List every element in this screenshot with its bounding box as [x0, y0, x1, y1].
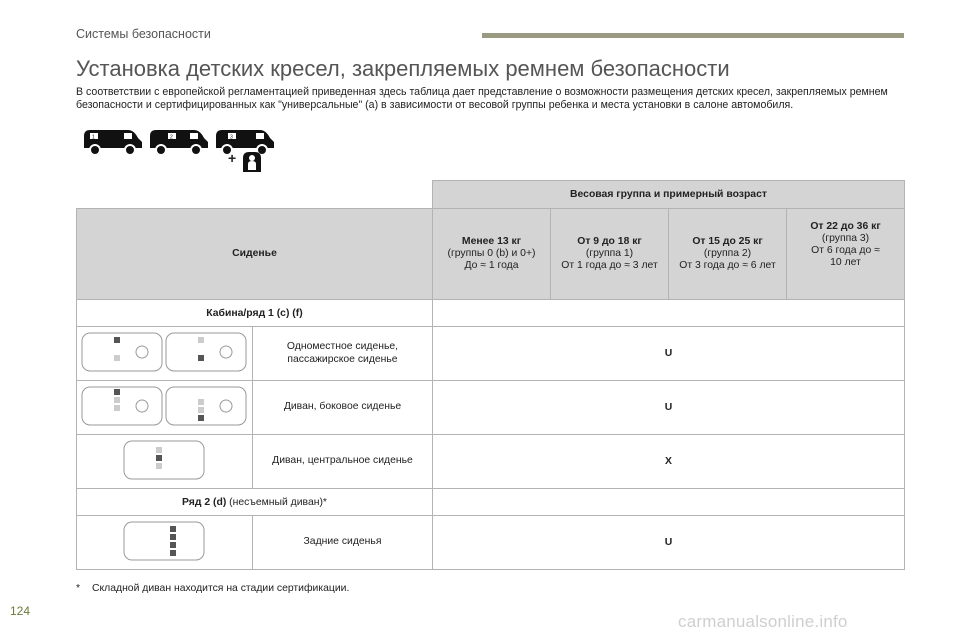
plus-child-seat — [228, 150, 263, 174]
section-accent-bar — [482, 33, 904, 38]
svg-text:2: 2 — [170, 134, 173, 141]
child-seat-icon — [241, 150, 263, 174]
seat-value: U — [433, 381, 905, 435]
weight-group-header: Весовая группа и примерный возраст — [433, 181, 905, 209]
seat-diagram-icon — [80, 331, 250, 373]
page-title: Установка детских кресел, закрепляемых ремнем безопасности — [76, 56, 730, 81]
seat-diagram — [77, 327, 253, 381]
svg-text:1: 1 — [92, 134, 95, 141]
col-header: От 22 до 36 кг (группа 3) От 6 года до ≈ 10 лет — [787, 209, 905, 300]
child-seat-table — [76, 180, 905, 570]
seat-description: Одноместное сиденье, пассажирское сиденье — [253, 327, 433, 381]
van-medium-icon — [146, 126, 210, 156]
seat-diagram — [77, 435, 253, 489]
van-short-icon — [80, 126, 144, 156]
seat-diagram — [77, 381, 253, 435]
footnote: * Складной диван находится на стадии сертификации. — [76, 583, 350, 594]
col-header: От 15 до 25 кг (группа 2) От 3 года до ≈ 6 лет — [669, 209, 787, 300]
seat-diagram-icon — [122, 439, 208, 481]
seat-diagram-icon — [122, 520, 208, 562]
seat-description: Диван, центральное сиденье — [253, 435, 433, 489]
section-title: Системы безопасности — [76, 27, 211, 41]
seat-value: U — [433, 327, 905, 381]
seat-description: Задние сиденья — [253, 516, 433, 570]
seat-description: Диван, боковое сиденье — [253, 381, 433, 435]
seat-value: X — [433, 435, 905, 489]
col-header: От 9 до 18 кг (группа 1) От 1 года до ≈ 3 лет — [551, 209, 669, 300]
watermark: carmanualsonline.info — [678, 612, 848, 631]
intro-paragraph: В соответствии с европейской регламентацией приведенная здесь таблица дает представление о возможности размещения детских кресел, закрепляемых ремнем безопасности и сертифицированных как "универсальные" (а) в зависимости от весовой группы ребенка и места установки в салоне автомобиля. — [76, 86, 888, 112]
seat-header: Сиденье — [77, 209, 433, 300]
seat-value: U — [433, 516, 905, 570]
page-number: 124 — [10, 604, 31, 618]
svg-text:3: 3 — [230, 134, 233, 141]
seat-diagram-icon — [80, 385, 250, 427]
plus-sign: + — [228, 150, 237, 166]
row-group-label: Ряд 2 (d) (несъемный диван)* — [77, 489, 433, 516]
row-group-label: Кабина/ряд 1 (c) (f) — [77, 300, 433, 327]
col-header: Менее 13 кг (группы 0 (b) и 0+) До ≈ 1 года — [433, 209, 551, 300]
seat-diagram — [77, 516, 253, 570]
